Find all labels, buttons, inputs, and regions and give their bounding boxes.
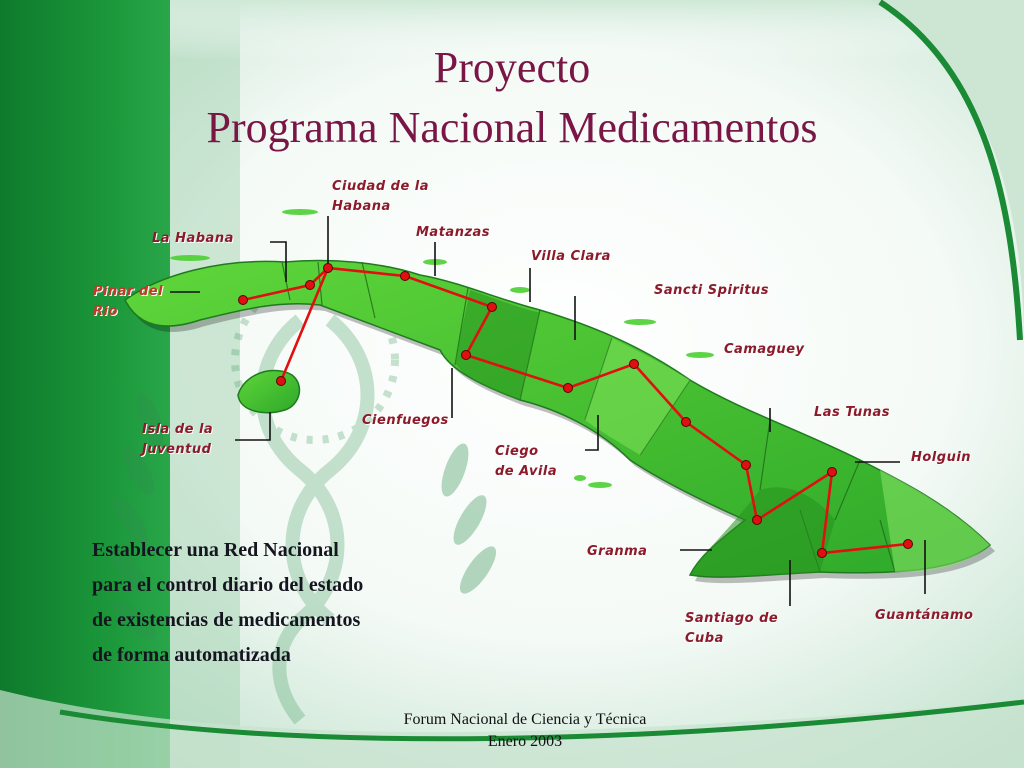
label-santiago-cuba-2: Cuba (685, 631, 724, 646)
label-cienfuegos: Cienfuegos (362, 413, 449, 428)
label-pinar-del-rio-2: Rio (93, 304, 118, 319)
label-holguin: Holguin (911, 450, 972, 465)
label-ciudad-habana-2: Habana (332, 199, 391, 214)
objective-text (92, 533, 512, 673)
title-line-1: Proyecto (433, 43, 591, 92)
label-matanzas: Matanzas (416, 225, 491, 240)
label-ciego-avila-2: de Avila (495, 464, 558, 479)
label-ciudad-habana-1: Ciudad de la (332, 179, 430, 194)
label-isla-juventud-1: Isla de la (142, 422, 214, 437)
footer-event: Forum Nacional de Ciencia y Técnica (403, 711, 647, 728)
label-granma: Granma (587, 544, 648, 559)
objective-line-4: de forma automatizada (92, 644, 291, 666)
objective-line-2: para el control diario del estado (92, 574, 364, 596)
label-villa-clara: Villa Clara (531, 249, 611, 264)
label-las-tunas: Las Tunas (814, 405, 891, 420)
objective-line-1: Establecer una Red Nacional (92, 539, 339, 561)
label-guantanamo: Guantánamo (875, 608, 974, 623)
objective-line-3: de existencias de medicamentos (92, 609, 361, 631)
label-santiago-cuba-1: Santiago de (685, 611, 779, 626)
isla-de-la-juventud (238, 371, 299, 413)
footer-date: Enero 2003 (487, 733, 563, 750)
label-isla-juventud-2: Juventud (142, 442, 212, 457)
label-la-habana: La Habana (152, 231, 234, 246)
label-camaguey: Camaguey (724, 342, 805, 357)
label-sancti-spiritus: Sancti Spiritus (654, 283, 769, 298)
title-line-2: Programa Nacional Medicamentos (206, 103, 818, 152)
label-ciego-avila-1: Ciego (495, 444, 539, 459)
label-pinar-del-rio-1: Pinar del (93, 284, 164, 299)
